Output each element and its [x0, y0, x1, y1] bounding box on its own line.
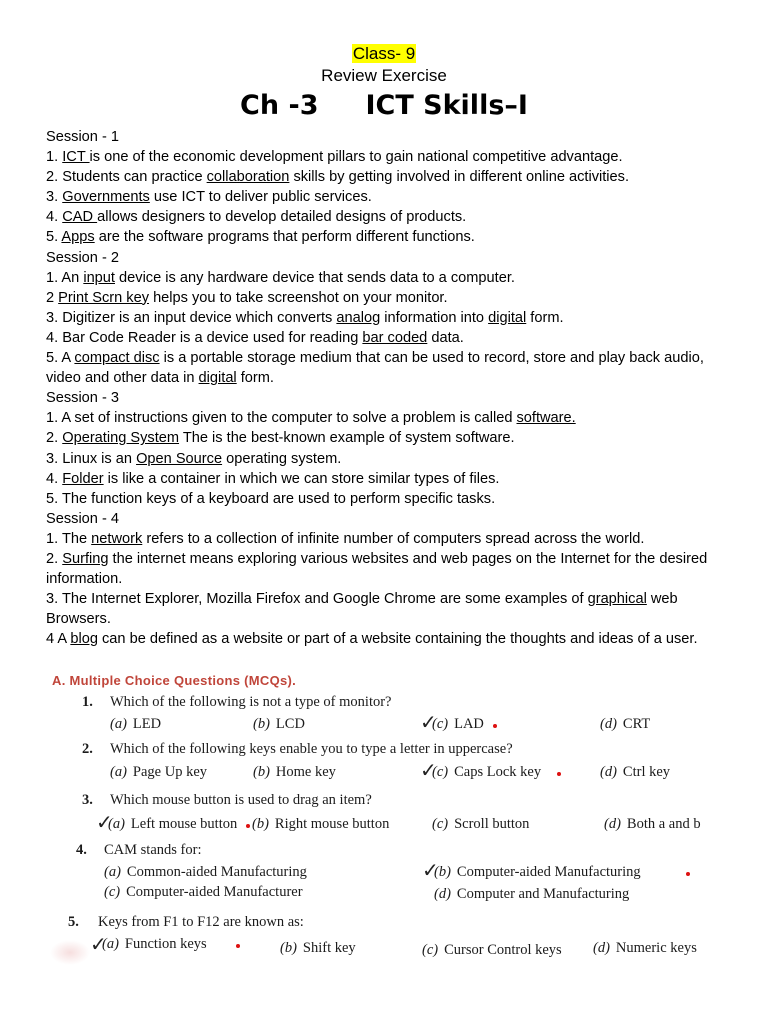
text-line [46, 408, 736, 428]
line-text: are the software programs that perform different functions. [94, 229, 475, 246]
text-line [46, 449, 736, 469]
option [422, 942, 562, 959]
option [600, 764, 670, 781]
text-line [46, 248, 736, 268]
check-mark-icon: ✓ [420, 758, 437, 782]
ink-dot [557, 772, 561, 776]
line-text: information into [380, 309, 489, 326]
question-text: Keys from F1 to F12 are known as: [98, 914, 304, 930]
line-text: operating system. [222, 450, 342, 467]
option-text: Function keys [124, 936, 207, 952]
answer-blank: Apps [61, 229, 95, 246]
option-letter: (d) [593, 940, 610, 956]
line-text: 3. Digitizer is an input device which converts [46, 309, 337, 326]
line-text: skills by getting involved in different online activities. [289, 169, 630, 186]
line-text: is like a container in which we can store similar types of files. [103, 470, 500, 487]
option-text: Both a and b [626, 816, 701, 832]
answer-blank: network [91, 530, 143, 547]
text-line [46, 388, 736, 408]
option-text: Computer-aided Manufacturing [456, 864, 641, 880]
line-text: 4. [46, 209, 63, 226]
option-letter: (b) [252, 816, 269, 832]
question-text: Which mouse button is used to drag an item? [110, 792, 372, 808]
option [110, 764, 207, 781]
option-text: Common-aided Manufacturing [126, 864, 307, 880]
option [280, 940, 356, 957]
option [604, 816, 701, 833]
option-letter: (a) [104, 864, 121, 880]
option [593, 940, 697, 957]
text-line [46, 268, 736, 288]
option [432, 764, 541, 781]
text-line [46, 509, 736, 529]
line-text: Session - 2 [46, 249, 120, 266]
mcq-scan [40, 670, 740, 970]
line-text: form. [236, 370, 274, 387]
line-text: 5. [46, 229, 62, 246]
option [434, 886, 629, 903]
option-text: CRT [622, 716, 651, 732]
answer-blank: Operating System [62, 430, 180, 447]
option [434, 864, 641, 881]
line-text: 3. The Internet Explorer, Mozilla Firefox and Google Chrome are some examples of [46, 591, 588, 608]
text-line [46, 328, 736, 348]
line-text: 5. The function keys of a keyboard are used to perform specific tasks. [46, 490, 496, 507]
option-letter: (a) [102, 936, 119, 952]
line-text: the internet means exploring various websites and web pages on the Internet for the desired information. [46, 550, 708, 588]
option-text: LCD [275, 716, 305, 732]
option [102, 936, 207, 953]
line-text: 2. [46, 550, 63, 567]
text-line [46, 308, 736, 328]
option-letter: (b) [280, 940, 297, 956]
line-text: is a portable storage medium that can be used to record, store and play back audio, video and other data in [46, 350, 704, 387]
question-number: 1. [82, 694, 93, 710]
review-text [46, 127, 736, 649]
line-text: web Browsers. [46, 591, 678, 628]
line-text: use ICT to deliver public services. [149, 189, 372, 206]
option [432, 816, 529, 833]
line-text: 2 [46, 289, 59, 306]
text-line [46, 489, 736, 509]
answer-blank: CAD [62, 209, 98, 226]
text-line [46, 127, 736, 147]
answer-blank: Surfing [62, 550, 109, 567]
option-text: Home key [275, 764, 336, 780]
review-subtitle: Review Exercise [321, 66, 447, 85]
option-text: Cursor Control keys [444, 942, 562, 958]
line-text: device is any hardware device that sends data to a computer. [114, 269, 515, 286]
text-line [46, 288, 736, 308]
line-text: form. [526, 309, 564, 326]
option-letter: (a) [110, 716, 127, 732]
ink-dot [493, 724, 497, 728]
check-mark-icon: ✓ [422, 858, 439, 882]
option [110, 716, 161, 733]
answer-blank: Folder [62, 470, 104, 487]
option-letter: (d) [600, 716, 617, 732]
line-text: 1. The [46, 530, 92, 547]
text-line [46, 428, 736, 448]
answer-blank: analog [336, 309, 381, 326]
option-letter: (d) [600, 764, 617, 780]
line-text: 2. Students can practice [46, 169, 207, 186]
line-text: is one of the economic development pillars to gain national competitive advantage. [89, 149, 623, 166]
line-text: 3. Linux is an [46, 450, 137, 467]
answer-blank: software. [516, 410, 576, 427]
option [253, 764, 336, 781]
answer-blank: digital [198, 370, 237, 387]
ink-dot [246, 824, 250, 828]
option-letter: (b) [434, 864, 451, 880]
line-text: The is the best-known example of system software. [179, 430, 515, 447]
option-letter: (a) [108, 816, 125, 832]
option-text: LAD [454, 716, 484, 732]
text-line [46, 589, 736, 629]
option-letter: (d) [434, 886, 451, 902]
text-line [46, 207, 736, 227]
option-letter: (b) [253, 716, 270, 732]
option-letter: (c) [432, 716, 449, 732]
ink-dot [686, 872, 690, 876]
check-mark-icon: ✓ [420, 710, 437, 734]
option [104, 864, 307, 881]
line-text: 5. A [46, 350, 75, 367]
option-letter: (c) [422, 942, 439, 958]
option [600, 716, 650, 733]
answer-blank: bar coded [362, 329, 428, 346]
line-text: allows designers to develop detailed designs of products. [97, 209, 467, 226]
option-text: Numeric keys [615, 940, 697, 956]
line-text: 4. [46, 470, 63, 487]
line-text: refers to a collection of infinite number of computers spread across the world. [142, 530, 645, 547]
question-number: 2. [82, 741, 93, 757]
option-text: Right mouse button [274, 816, 390, 832]
question-text: Which of the following keys enable you to type a letter in uppercase? [110, 741, 513, 757]
line-text: 4. Bar Code Reader is a device used for reading [46, 329, 363, 346]
line-text: 4 A [46, 631, 71, 648]
line-text: 2. [46, 430, 63, 447]
question-text: Which of the following is not a type of monitor? [110, 694, 392, 710]
option-text: Computer and Manufacturing [456, 886, 630, 902]
option [252, 816, 389, 833]
mcq-heading: A. Multiple Choice Questions (MCQs). [52, 673, 297, 688]
text-line [46, 167, 736, 187]
line-text: 1. An [46, 269, 84, 286]
option [104, 884, 303, 901]
line-text: helps you to take screenshot on your monitor. [149, 289, 448, 306]
option-letter: (d) [604, 816, 621, 832]
check-mark-icon: ✓ [90, 932, 107, 956]
answer-blank: graphical [587, 591, 647, 608]
line-text: can be defined as a website or part of a website containing the thoughts and ideas of a user. [97, 631, 698, 648]
text-line [46, 147, 736, 167]
line-text: 1. A set of instructions given to the computer to solve a problem is called [46, 410, 517, 427]
scan-smudge [50, 940, 90, 965]
check-mark-icon: ✓ [96, 810, 113, 834]
line-text: Session - 3 [46, 390, 120, 407]
answer-blank: digital [488, 309, 527, 326]
text-line [46, 348, 736, 388]
option-letter: (c) [104, 884, 121, 900]
option-letter: (b) [253, 764, 270, 780]
text-line [46, 549, 736, 589]
option-text: Page Up key [132, 764, 208, 780]
answer-blank: Open Source [136, 450, 223, 467]
option-text: Caps Lock key [454, 764, 542, 780]
class-label: Class- 9 [352, 44, 416, 63]
option-text: LED [132, 716, 162, 732]
text-line [46, 187, 736, 207]
option-text: Scroll button [454, 816, 530, 832]
chapter-title: Ch -3 ICT Skills–I [240, 90, 528, 121]
option-letter: (c) [432, 764, 449, 780]
option [253, 716, 305, 733]
option [432, 716, 484, 733]
line-text: data. [427, 329, 464, 346]
text-line [46, 629, 736, 649]
question-number: 5. [68, 914, 79, 930]
text-line [46, 227, 736, 247]
answer-blank: blog [70, 631, 98, 648]
question-text: CAM stands for: [104, 842, 202, 858]
answer-blank: Print Scrn key [58, 289, 150, 306]
answer-blank: compact disc [74, 350, 160, 367]
line-text: 1. [46, 149, 63, 166]
option-letter: (a) [110, 764, 127, 780]
option-letter: (c) [432, 816, 449, 832]
answer-blank: collaboration [206, 169, 290, 186]
option-text: Left mouse button [130, 816, 238, 832]
answer-blank: Governments [62, 189, 150, 206]
answer-blank: ICT [62, 149, 90, 166]
question-number: 3. [82, 792, 93, 808]
line-text: Session - 1 [46, 129, 120, 145]
line-text: 3. [46, 189, 63, 206]
text-line [46, 469, 736, 489]
question-number: 4. [76, 842, 87, 858]
answer-blank: input [83, 269, 115, 286]
line-text: Session - 4 [46, 510, 120, 527]
option-text: Ctrl key [622, 764, 671, 780]
option [108, 816, 237, 833]
option-text: Shift key [302, 940, 356, 956]
document-header [0, 43, 768, 125]
text-line [46, 529, 736, 549]
option-text: Computer-aided Manufacturer [126, 884, 303, 900]
ink-dot [236, 944, 240, 948]
